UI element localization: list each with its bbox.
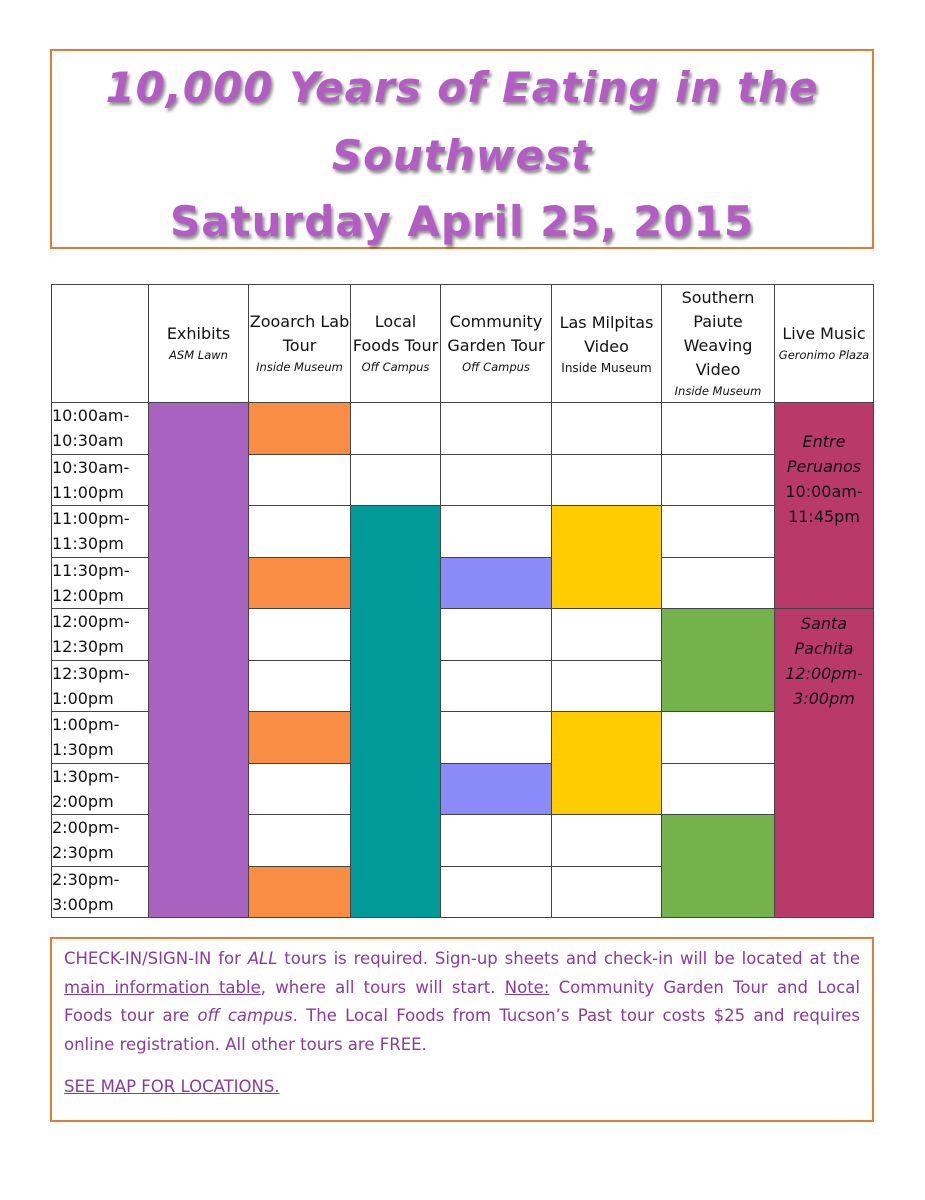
empty-cell [552,454,662,506]
empty-cell [662,403,775,455]
notes-paragraph: CHECK-IN/SIGN-IN for ALL tours is required. Sign-up sheets and check-in will be located at the main information table, where all tours will start. Note: Community Garden Tour and Local Foods tour are off campus. The Local Foods from Tucson’s Past tour costs $25 and requires online registration. All other tours are FREE. [64,949,861,1054]
empty-cell [351,403,441,455]
time-slot: 1:00pm- 1:30pm [52,712,149,764]
empty-cell [552,660,662,712]
empty-cell [662,763,775,815]
zooarch-slot [249,866,351,918]
weaving-slot [662,609,775,712]
empty-cell [552,815,662,867]
empty-cell [249,506,351,558]
see-map-link[interactable]: SEE MAP FOR LOCATIONS. [64,1077,280,1096]
schedule-table [51,284,874,918]
empty-cell [249,660,351,712]
zooarch-slot [249,403,351,455]
time-slot: 2:00pm- 2:30pm [52,815,149,867]
local-foods-block [351,506,441,918]
header-row [52,285,874,403]
exhibits-block [149,403,249,918]
empty-cell [662,506,775,558]
time-slot: 10:30am- 11:00pm [52,454,149,506]
time-slot: 12:00pm- 12:30pm [52,609,149,661]
main-information-table-link[interactable]: main information table [64,977,261,997]
empty-cell [552,609,662,661]
corner-cell [52,285,149,403]
column-header-zooarch: Zooarch Lab Tour Inside Museum [249,285,351,403]
weaving-slot [662,815,775,918]
time-slot: 11:00pm- 11:30pm [52,506,149,558]
empty-cell [552,403,662,455]
table-row [52,403,874,455]
event-date: Saturday April 25, 2015 [169,197,754,246]
event-title-line-1: 10,000 Years of Eating in the [105,63,819,112]
empty-cell [441,609,552,661]
empty-cell [441,815,552,867]
empty-cell [552,866,662,918]
empty-cell [441,712,552,764]
empty-cell [351,454,441,506]
column-header-exhibits: Exhibits ASM Lawn [149,285,249,403]
column-header-las-milpitas: Las Milpitas Video Inside Museum [552,285,662,403]
empty-cell [662,454,775,506]
empty-cell [662,557,775,609]
column-header-local-foods: Local Foods Tour Off Campus [351,285,441,403]
time-slot: 2:30pm- 3:00pm [52,866,149,918]
empty-cell [441,403,552,455]
milpitas-slot [552,712,662,815]
empty-cell [441,454,552,506]
milpitas-slot [552,506,662,609]
music-block-santa-pachita: Santa Pachita 12:00pm- 3:00pm [775,609,874,918]
garden-slot [441,763,552,815]
music-block-entre-peruanos: Entre Peruanos 10:00am- 11:45pm [775,403,874,609]
event-title-line-2: Southwest [331,131,593,180]
empty-cell [662,712,775,764]
empty-cell [249,609,351,661]
empty-cell [441,866,552,918]
time-slot: 10:00am- 10:30am [52,403,149,455]
empty-cell [249,815,351,867]
column-header-community-garden: Community Garden Tour Off Campus [441,285,552,403]
title-box [50,49,874,249]
time-slot: 12:30pm- 1:00pm [52,660,149,712]
empty-cell [441,506,552,558]
time-slot: 1:30pm- 2:00pm [52,763,149,815]
time-slot: 11:30pm- 12:00pm [52,557,149,609]
garden-slot [441,557,552,609]
column-header-live-music: Live Music Geronimo Plaza [775,285,874,403]
empty-cell [441,660,552,712]
zooarch-slot [249,712,351,764]
zooarch-slot [249,557,351,609]
empty-cell [249,454,351,506]
empty-cell [249,763,351,815]
notes-box [50,937,874,1122]
column-header-paiute-weaving: Southern Paiute Weaving Video Inside Museum [662,285,775,403]
